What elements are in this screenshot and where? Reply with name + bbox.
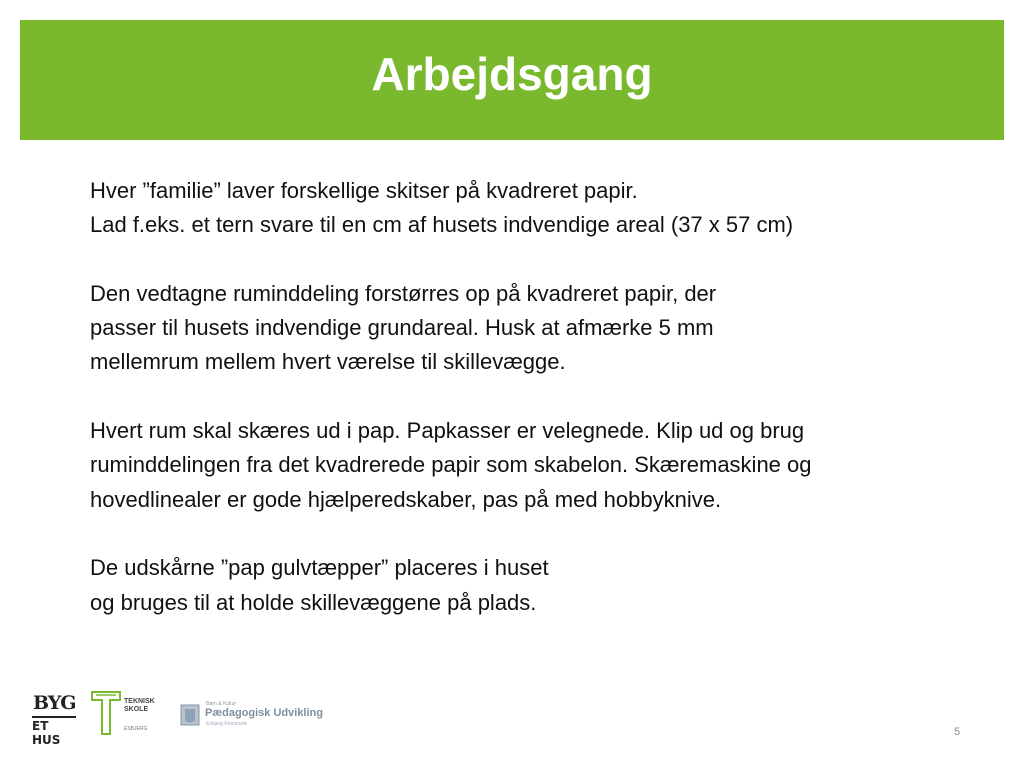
skole-label: SKOLE [124, 706, 149, 713]
slide-title: Arbejdsgang [371, 48, 653, 100]
paedagogisk-udvikling-label: Pædagogisk Udvikling [205, 707, 323, 719]
paragraph-line: passer til husets indvendige grundareal. Husk at afmærke 5 mm [90, 315, 714, 341]
slide-content [90, 174, 970, 620]
paragraph-line: hovedlinealer er gode hjælperedskaber, pas på med hobbyknive. [90, 486, 722, 512]
byg-et-hus-logo [30, 692, 80, 747]
boern-kultur-label: Børn & Kultur [206, 701, 237, 707]
paragraph-4 [90, 551, 970, 620]
teknisk-label: TEKNISK [124, 698, 155, 705]
esbjerg-crest-icon [180, 704, 200, 726]
esbjerg-kommune-label: Esbjerg Kommune [206, 721, 248, 727]
paragraph-line: Den vedtagne ruminddeling forstørres op på kvadreret papir, der [90, 280, 717, 306]
byg-logo-text: BYG [33, 692, 76, 714]
paragraph-line: Lad f.eks. et tern svare til en cm af husets indvendige areal (37 x 57 cm) [90, 212, 794, 238]
teknisk-skole-name [124, 698, 155, 714]
paragraph-line: Hvert rum skal skæres ud i pap. Papkasser er velegnede. Klip ud og brug [90, 418, 805, 444]
paragraph-line: Hver ”familie” laver forskellige skitser på kvadreret papir. [90, 178, 638, 203]
page-number: 5 [954, 726, 961, 738]
paragraph-3 [90, 414, 970, 517]
title-bar [20, 20, 1004, 140]
teknisk-skole-city: ESBJERG [124, 726, 148, 732]
paragraph-line: ruminddelingen fra det kvadrerede papir som skabelon. Skæremaskine og [90, 452, 812, 478]
teknisk-skole-logo [90, 690, 175, 740]
paedagogisk-udvikling-logo [180, 700, 330, 730]
et-hus-logo-text: ET HUS [32, 719, 61, 747]
logo-divider [32, 716, 76, 718]
paragraph-1 [90, 174, 970, 243]
paragraph-line: De udskårne ”pap gulvtæpper” placeres i huset [90, 555, 549, 581]
paragraph-2 [90, 277, 970, 380]
paragraph-line: mellemrum mellem hvert værelse til skillevægge. [90, 349, 566, 375]
teknisk-skole-t-icon [90, 690, 122, 736]
paragraph-line: og bruges til at holde skillevæggene på plads. [90, 589, 537, 615]
